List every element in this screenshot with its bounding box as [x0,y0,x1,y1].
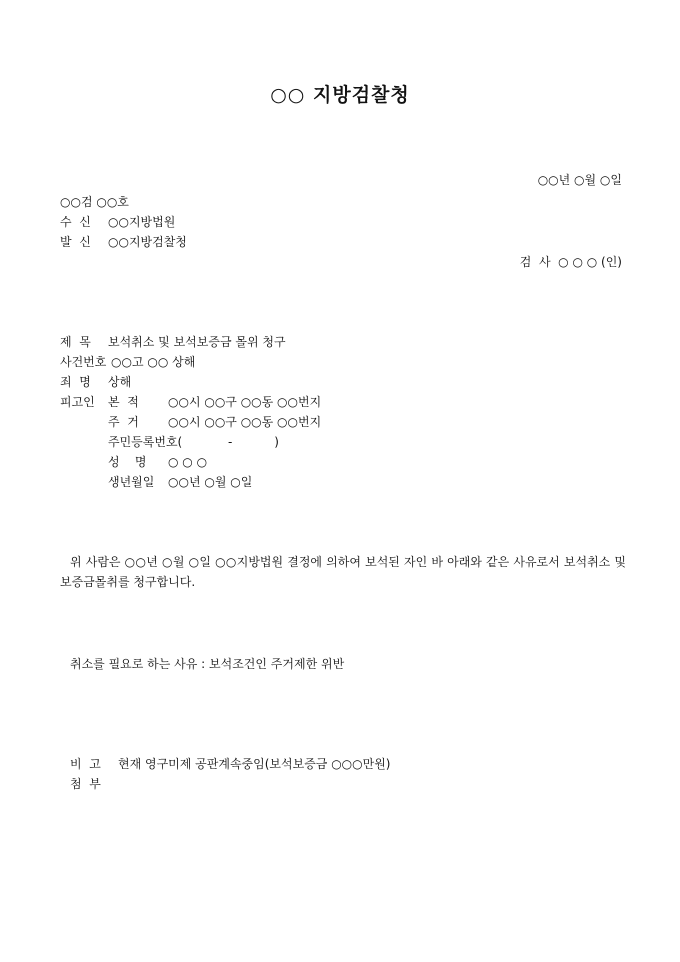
birth-label: 생년월일 [108,475,155,489]
remarks-value: 현재 영구미제 공판계속중임(보석보증금 ○○○만원) [118,757,391,771]
page-title: ○○ 지방검찰청 [270,84,410,106]
recipient-value: ○○지방법원 [108,215,176,229]
case-number-value: ○○고 ○○ 상해 [111,355,196,369]
subject-value: 보석취소 및 보석보증금 몰위 청구 [108,335,286,349]
subject-label: 제 목 [60,335,91,349]
name-value: ○ ○ ○ [168,455,208,469]
sender-label: 발 신 [60,235,91,249]
name-label: 성 명 [108,455,147,469]
residence-label: 주 거 [108,415,139,429]
birth-value: ○○년 ○월 ○일 [168,475,253,489]
residence-value: ○○시 ○○구 ○○동 ○○번지 [168,415,322,429]
sender-value: ○○지방검찰청 [108,235,187,249]
charge-label: 죄 명 [60,375,91,389]
document-number: ○○검 ○○호 [60,195,129,209]
case-number-label: 사건번호 [60,355,107,369]
request-paragraph: 위 사람은 ○○년 ○월 ○일 ○○지방법원 결정에 의하여 보석된 자인 바 아래와 같은 사유로서 보석취소 및 보증금몰취를 청구합니다. [60,555,626,589]
document-date: ○○년 ○월 ○일 [537,173,622,187]
recipient-label: 수 신 [60,215,91,229]
defendant-label: 피고인 [60,395,95,409]
prosecutor-signature: 검 사 ○ ○ ○ (인) [519,255,622,269]
attachment-label: 첨 부 [70,777,101,791]
rrn-field: 주민등록번호( - ) [108,435,279,449]
charge-value: 상해 [108,375,132,389]
reason-line: 취소를 필요로 하는 사유 : 보석조건인 주거제한 위반 [70,657,345,671]
domicile-value: ○○시 ○○구 ○○동 ○○번지 [168,395,322,409]
domicile-label: 본 적 [108,395,139,409]
remarks-label: 비 고 [70,757,101,771]
